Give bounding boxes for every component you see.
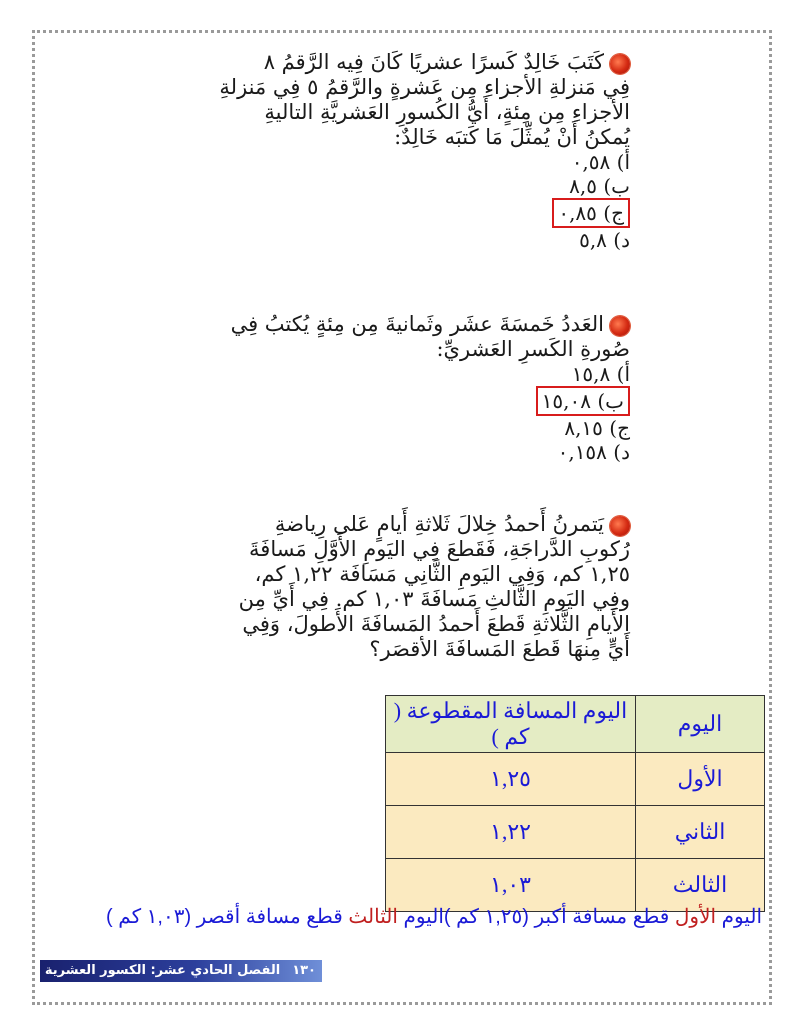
- red-circle-bullet-icon: [610, 316, 630, 336]
- question-1-text-1: كَتَبَ خَالِدٌ كَسرًا عشريًا كَانَ فِيه الرَّقمُ ٨: [263, 50, 604, 74]
- question-3: [150, 512, 630, 662]
- red-circle-bullet-icon: [610, 516, 630, 536]
- question-2-line-1: [150, 312, 630, 337]
- answer-line: [40, 904, 762, 929]
- answer-text-2: قطع مسافة أكبر (١,٢٥ كم )اليوم: [403, 906, 670, 928]
- question-2-option-d: د) ٠,١٥٨: [557, 440, 630, 464]
- day-cell: الثالث: [636, 859, 765, 912]
- question-1-line-3: الأجزاءِ مِن مِئةٍ، أَيُّ الكُسورِ العَشريَّةِ التاليةِ: [264, 100, 630, 124]
- distance-table: [385, 695, 765, 912]
- answer-text-3: قطع مسافة أقصر (١,٠٣ كم ): [106, 906, 343, 928]
- question-1-line-2: فِي مَنزلةِ الأجزاءِ مِن عَشرةٍ والرَّقمُ ٥ فِي مَنزلةِ: [219, 75, 630, 99]
- answer-text-1: اليوم: [721, 906, 762, 928]
- question-3-line-1: [150, 512, 630, 537]
- page-number: ١٣٠: [292, 963, 316, 978]
- question-1-option-d: د) ٥,٨: [579, 228, 630, 252]
- question-3-line-3: ١,٢٥ كم، وَفِي اليَومِ الثَّانِي مَسَافَة ١,٢٢ كم،: [254, 562, 630, 586]
- question-2-line-2: صُورةِ الكَسرِ العَشريِّ:: [436, 337, 630, 361]
- answer-highlight-third: الثالث: [348, 906, 398, 928]
- question-3-line-5: الأَيامِ الثَّلاثةِ قَطعَ أَحمدُ المَسافَةَ الأَطولَ، وَفِي: [242, 612, 630, 636]
- day-cell: الأول: [636, 753, 765, 806]
- question-1-line-1: [150, 50, 630, 75]
- answer-highlight-first: الأول: [674, 906, 717, 928]
- page-footer: [40, 960, 322, 982]
- question-3-line-4: وفِي اليَومِ الثَّالثِ مَسافَةَ ١,٠٣ كم. فِي أَيِّ مِن: [238, 587, 630, 611]
- table-header-row: [386, 696, 765, 753]
- question-2-option-b-selected: ب) ١٥,٠٨: [536, 386, 630, 416]
- question-1-line-4: يُمكنُ أَنْ يُمثِّلَ مَا كَتبَه خَالِدٌ:: [394, 125, 630, 149]
- distance-cell: ١,٠٣: [386, 859, 636, 912]
- question-3-line-2: رُكوبِ الدَّراجَةِ، فَقَطعَ فِي اليَومِ الأَوَّلِ مَسافَةَ: [249, 537, 630, 561]
- question-2-option-c: ج) ٨,١٥: [564, 416, 630, 440]
- header-day: اليوم: [636, 696, 765, 753]
- chapter-title: الفصل الحادي عشر: الكسور العشرية: [44, 963, 281, 978]
- question-1-option-b: ب) ٨,٥: [569, 174, 630, 198]
- question-2-option-a: أ) ١٥,٨: [571, 362, 630, 386]
- header-distance: اليوم المسافة المقطوعة ( كم ): [386, 696, 636, 753]
- question-2: [150, 312, 630, 464]
- day-cell: الثاني: [636, 806, 765, 859]
- question-3-text-1: يَتمرنُ أَحمدُ خِلالَ ثَلاثةِ أَيامٍ عَلى رِياضةِ: [274, 512, 604, 536]
- question-1: [150, 50, 630, 252]
- question-1-option-c-selected: ج) ٠,٨٥: [552, 198, 630, 228]
- distance-cell: ١,٢٢: [386, 806, 636, 859]
- question-3-line-6: أَيٍّ مِنهَا قَطعَ المَسافَةَ الأقصَر؟: [369, 637, 630, 661]
- table-row: [386, 753, 765, 806]
- question-2-text-1: العَددُ خَمسَةَ عشَر وثَمانيةَ مِن مِئةٍ يُكتبُ فِي: [230, 312, 604, 336]
- distance-cell: ١,٢٥: [386, 753, 636, 806]
- question-1-option-a: أ) ٠,٥٨: [571, 150, 630, 174]
- red-circle-bullet-icon: [610, 54, 630, 74]
- table-row: [386, 806, 765, 859]
